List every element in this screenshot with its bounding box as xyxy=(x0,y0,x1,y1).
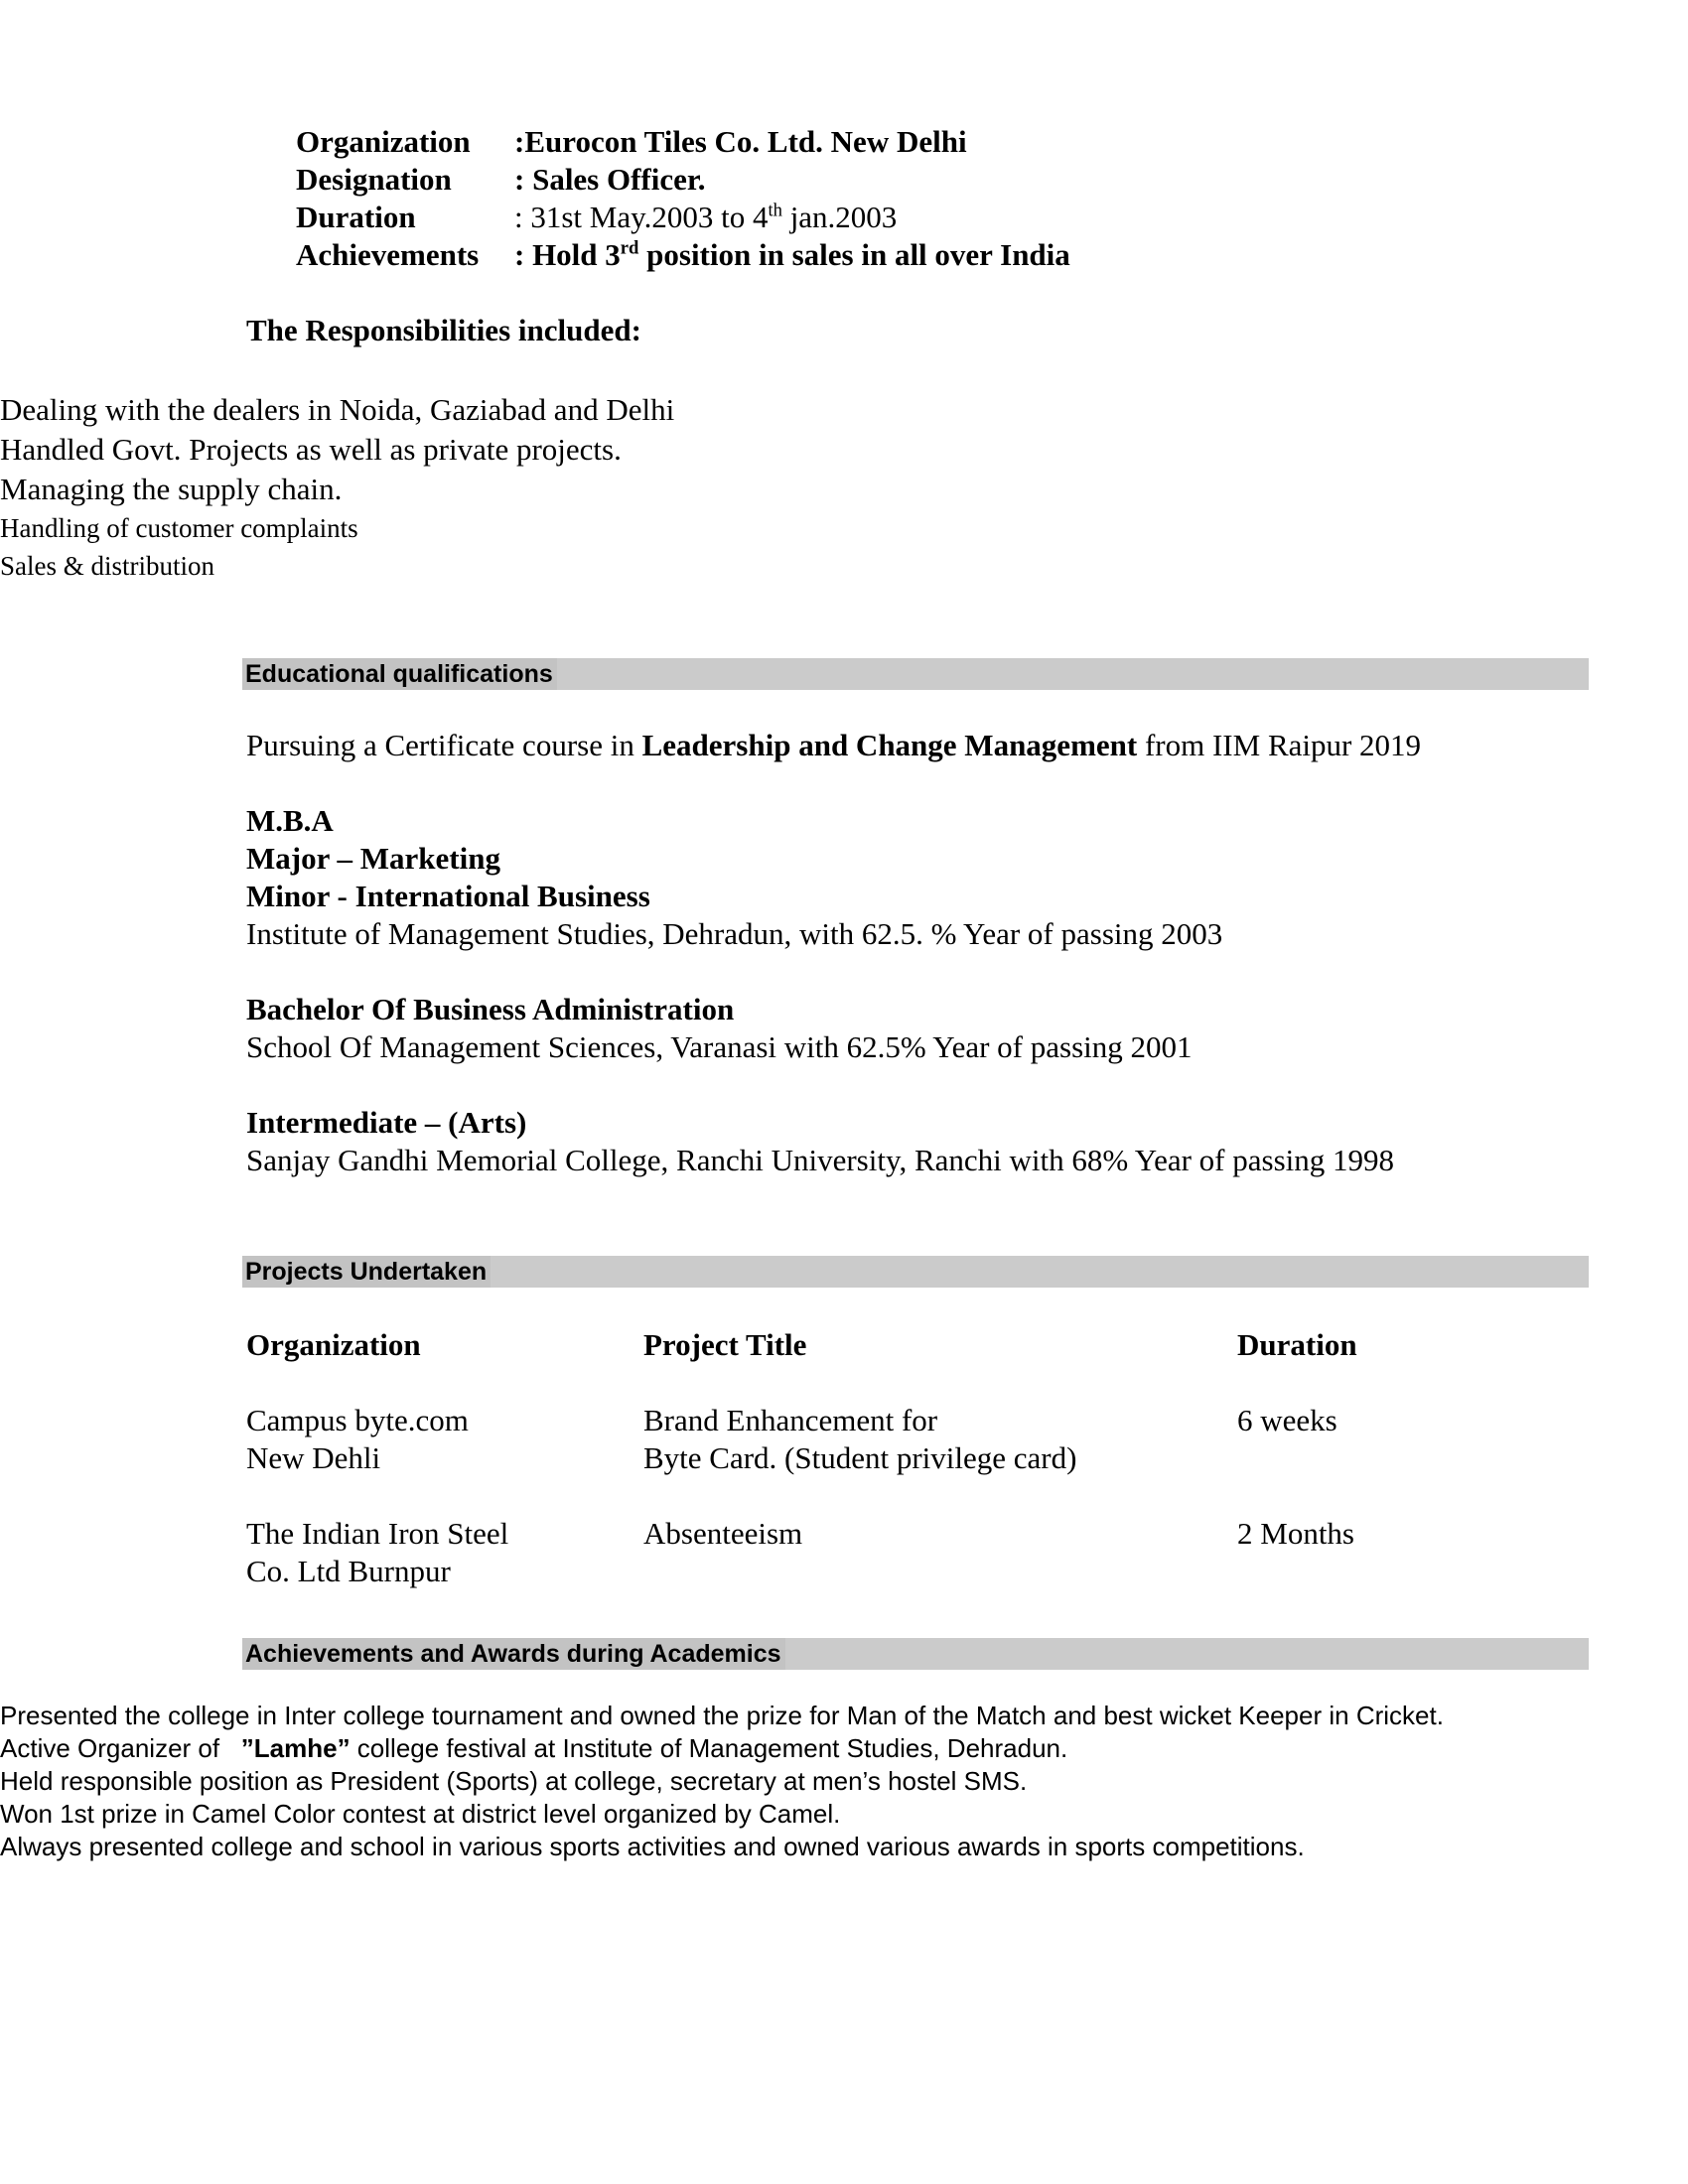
duration-sup: th xyxy=(768,200,782,221)
bba-detail: School Of Management Sciences, Varanasi with 62.5% Year of passing 2001 xyxy=(246,1029,1193,1064)
inter-title: Intermediate – (Arts) xyxy=(246,1105,527,1140)
achievements-row xyxy=(296,236,1070,274)
list-item-text: Active Organizer of xyxy=(0,1733,241,1763)
column-header-project-title: Project Title xyxy=(643,1327,807,1362)
duration-prefix: : 31st May.2003 to 4 xyxy=(514,200,769,234)
organization-label: Organization xyxy=(296,124,471,159)
achievements-prefix: : Hold 3 xyxy=(514,237,621,272)
projects-heading: Projects Undertaken xyxy=(242,1256,491,1288)
designation-value: : Sales Officer. xyxy=(514,162,706,197)
list-item-text: Dealing with the dealers in Noida, Gaziabad and Delhi xyxy=(0,392,675,427)
list-item xyxy=(0,390,674,430)
projects-section-bar xyxy=(242,1256,1589,1288)
title-line: Brand Enhancement for xyxy=(643,1403,938,1437)
mba-detail: Institute of Management Studies, Dehradun, with 62.5. % Year of passing 2003 xyxy=(246,916,1223,951)
education-section-bar xyxy=(242,658,1589,690)
list-item-text: Sales & distribution xyxy=(0,551,214,581)
achievements-sup: rd xyxy=(620,237,639,259)
job-details xyxy=(296,123,1070,274)
list-item xyxy=(0,1765,1241,1798)
achievements-value xyxy=(514,236,1070,274)
list-item-text: Presented the college in Inter college tournament and owned the prize for Man of the Match and best wicket Keeper in Cricket. xyxy=(0,1701,1444,1730)
mba-title: M.B.A xyxy=(246,803,334,838)
column-header-organization: Organization xyxy=(246,1327,421,1362)
responsibilities-list xyxy=(0,390,674,585)
designation-label: Designation xyxy=(296,162,452,197)
duration-row xyxy=(296,199,1070,236)
achievements-heading: Achievements and Awards during Academics xyxy=(242,1638,785,1670)
org-line: The Indian Iron Steel xyxy=(246,1516,509,1551)
inter-detail: Sanjay Gandhi Memorial College, Ranchi University, Ranchi with 68% Year of passing 1998 xyxy=(246,1143,1395,1177)
festival-name: ”Lamhe” xyxy=(240,1733,351,1763)
certificate-prefix: Pursuing a Certificate course in xyxy=(246,728,642,762)
organization-row xyxy=(296,123,1070,161)
organization-value: :Eurocon Tiles Co. Ltd. New Delhi xyxy=(514,124,967,159)
list-item xyxy=(0,470,674,509)
org-line: Campus byte.com xyxy=(246,1403,469,1437)
duration-label: Duration xyxy=(296,200,416,234)
list-item xyxy=(0,1732,1241,1765)
list-item-text: Handled Govt. Projects as well as private projects. xyxy=(0,432,622,467)
certificate-line xyxy=(246,727,1421,764)
table-cell-title xyxy=(643,1515,802,1553)
table-cell-duration: 2 Months xyxy=(1237,1516,1354,1551)
list-item xyxy=(0,1831,1305,1863)
list-item xyxy=(0,430,674,470)
column-header-duration: Duration xyxy=(1237,1327,1357,1362)
mba-minor: Minor - International Business xyxy=(246,879,650,913)
list-item-text: Won 1st prize in Camel Color contest at district level organized by Camel. xyxy=(0,1799,841,1829)
achievements-suffix: position in sales in all over India xyxy=(638,237,1070,272)
list-item-text: Handling of customer complaints xyxy=(0,513,358,543)
certificate-course: Leadership and Change Management xyxy=(641,728,1138,762)
certificate-suffix: from IIM Raipur 2019 xyxy=(1137,728,1422,762)
mba-major: Major – Marketing xyxy=(246,841,500,876)
list-item xyxy=(0,1798,1241,1831)
designation-row xyxy=(296,161,1070,199)
achievements-label: Achievements xyxy=(296,237,480,272)
list-item xyxy=(0,509,674,547)
list-item-text: Always presented college and school in various sports activities and owned various awards in sports competitions. xyxy=(0,1832,1305,1861)
education-heading: Educational qualifications xyxy=(242,658,557,690)
list-item xyxy=(0,547,674,585)
list-item-text: Managing the supply chain. xyxy=(0,472,343,506)
list-item xyxy=(0,1700,1444,1732)
table-cell-title xyxy=(643,1402,1076,1477)
duration-suffix: jan.2003 xyxy=(781,200,898,234)
org-line: Co. Ltd Burnpur xyxy=(246,1554,451,1588)
bba-title: Bachelor Of Business Administration xyxy=(246,992,735,1026)
achievements-section-bar xyxy=(242,1638,1589,1670)
table-cell-org xyxy=(246,1402,469,1477)
list-item-text: college festival at Institute of Management Studies, Dehradun. xyxy=(350,1733,1068,1763)
list-item-text: Held responsible position as President (Sports) at college, secretary at men’s hostel SMS. xyxy=(0,1766,1028,1796)
title-line: Byte Card. (Student privilege card) xyxy=(643,1440,1077,1475)
responsibilities-title: The Responsibilities included: xyxy=(246,313,641,347)
table-cell-duration: 6 weeks xyxy=(1237,1403,1337,1437)
title-line: Absenteeism xyxy=(643,1516,803,1551)
duration-value xyxy=(514,199,897,236)
achievements-list xyxy=(0,1700,1444,1863)
org-line: New Dehli xyxy=(246,1440,381,1475)
table-cell-org xyxy=(246,1515,508,1590)
